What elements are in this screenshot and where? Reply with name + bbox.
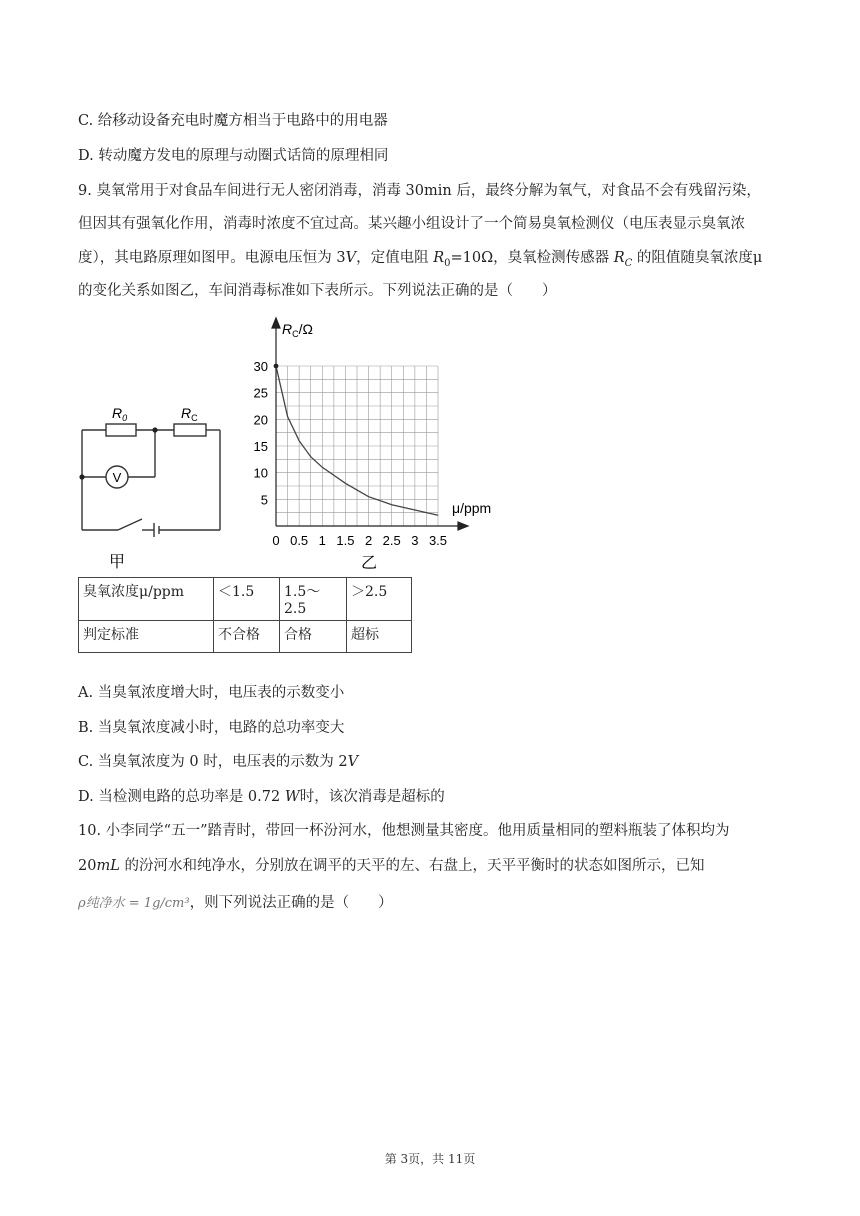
circuit-diagram bbox=[70, 395, 240, 575]
y-tick-label: 15 bbox=[253, 439, 268, 454]
q9-line-2: 但因其有强氧化作用，消毒时浓度不宜过高。某兴趣小组设计了一个简易臭氧检测仪（电压表显示臭氧浓 bbox=[78, 216, 745, 232]
table-cell: 臭氧浓度μ/ppm bbox=[79, 578, 214, 621]
x-tick-label: 2 bbox=[364, 533, 373, 548]
density-formula: ρ纯净水 = 1g/cm³ bbox=[78, 896, 190, 911]
option-d-prev: D. 转动魔方发电的原理与动圈式话筒的原理相同 bbox=[78, 148, 389, 164]
option-c-prev: C. 给移动设备充电时魔方相当于电路中的用电器 bbox=[78, 113, 388, 129]
graph-rc-vs-ozone bbox=[240, 312, 520, 577]
table-cell: ＞2.5 bbox=[347, 578, 412, 621]
q10-line-1: 10. 小李同学“五一”踏青时，带回一杯汾河水，他想测量其密度。他用质量相同的塑料瓶装了体积均为 bbox=[78, 823, 730, 839]
y-tick-label: 10 bbox=[253, 465, 268, 481]
x-tick-label: 0 bbox=[272, 533, 280, 548]
table-row bbox=[79, 621, 412, 653]
x-tick-label: 3 bbox=[411, 533, 419, 548]
y-tick-label: 30 bbox=[253, 359, 268, 374]
q10-line-2: 20mL 的汾河水和纯净水，分别放在调平的天平的左、右盘上，天平平衡时的状态如图所示，已知 bbox=[78, 858, 705, 874]
y-tick-label: 5 bbox=[260, 492, 268, 508]
x-tick-label: 2.5 bbox=[382, 533, 401, 548]
answer-a: A. 当臭氧浓度增大时，电压表的示数变小 bbox=[78, 685, 345, 701]
resistor-r0 bbox=[106, 424, 136, 436]
ozone-standard-table bbox=[78, 577, 412, 653]
table-cell: 1.5～2.5 bbox=[280, 578, 347, 621]
rc-label: $R_C$ bbox=[181, 405, 198, 423]
answer-b: B. 当臭氧浓度减小时，电路的总功率变大 bbox=[78, 720, 345, 736]
y-axis-label: $R_C/\Omega$ bbox=[282, 321, 313, 339]
table-cell: 合格 bbox=[280, 621, 347, 653]
q10-line-3: ρ纯净水 = 1g/cm³，则下列说法正确的是（ ） bbox=[78, 895, 393, 911]
caption-jia: 甲 bbox=[108, 554, 126, 571]
y-axis-arrow bbox=[272, 318, 280, 328]
curve-start-point bbox=[274, 364, 279, 369]
q9-line-1: 9. 臭氧常用于对食品车间进行无人密闭消毒，消毒 30min 后，最终分解为氧气，对食品不会有残留污染， bbox=[78, 183, 761, 199]
y-tick-label: 25 bbox=[253, 385, 268, 401]
table-cell: 超标 bbox=[347, 621, 412, 653]
table-cell: ＜1.5 bbox=[214, 578, 280, 621]
caption-yi: 乙 bbox=[360, 555, 378, 572]
r0-label: $R_0$ bbox=[112, 405, 128, 423]
q9-line-3: 度），其电路原理如图甲。电源电压恒为 3V，定值电阻 $R_0=10\Omega$，臭氧检测传感器 $R_C$ 的阻值随臭氧浓度μ bbox=[78, 250, 763, 269]
q9-line-4: 的变化关系如图乙，车间消毒标准如下表所示。下列说法正确的是（ ） bbox=[78, 283, 557, 299]
resistor-rc bbox=[174, 424, 206, 436]
x-tick-label: 3.5 bbox=[428, 533, 448, 548]
table-cell: 不合格 bbox=[214, 621, 280, 653]
page-footer: 第 3页，共 11页 bbox=[384, 1152, 476, 1166]
table-cell: 判定标准 bbox=[79, 621, 214, 653]
x-tick-label: 1.5 bbox=[336, 533, 355, 548]
x-tick-label: 1 bbox=[318, 533, 326, 548]
x-axis-label: μ/ppm bbox=[452, 500, 492, 516]
x-axis-arrow bbox=[458, 522, 468, 530]
voltmeter-label: V bbox=[112, 470, 122, 485]
y-tick-label: 20 bbox=[253, 412, 268, 428]
answer-c: C. 当臭氧浓度为 0 时，电压表的示数为 2V bbox=[78, 754, 359, 770]
switch bbox=[118, 519, 142, 530]
answer-d: D. 当检测电路的总功率是 0.72 W时，该次消毒是超标的 bbox=[78, 789, 445, 805]
table-row bbox=[79, 578, 412, 621]
x-tick-label: 0.5 bbox=[290, 533, 309, 548]
